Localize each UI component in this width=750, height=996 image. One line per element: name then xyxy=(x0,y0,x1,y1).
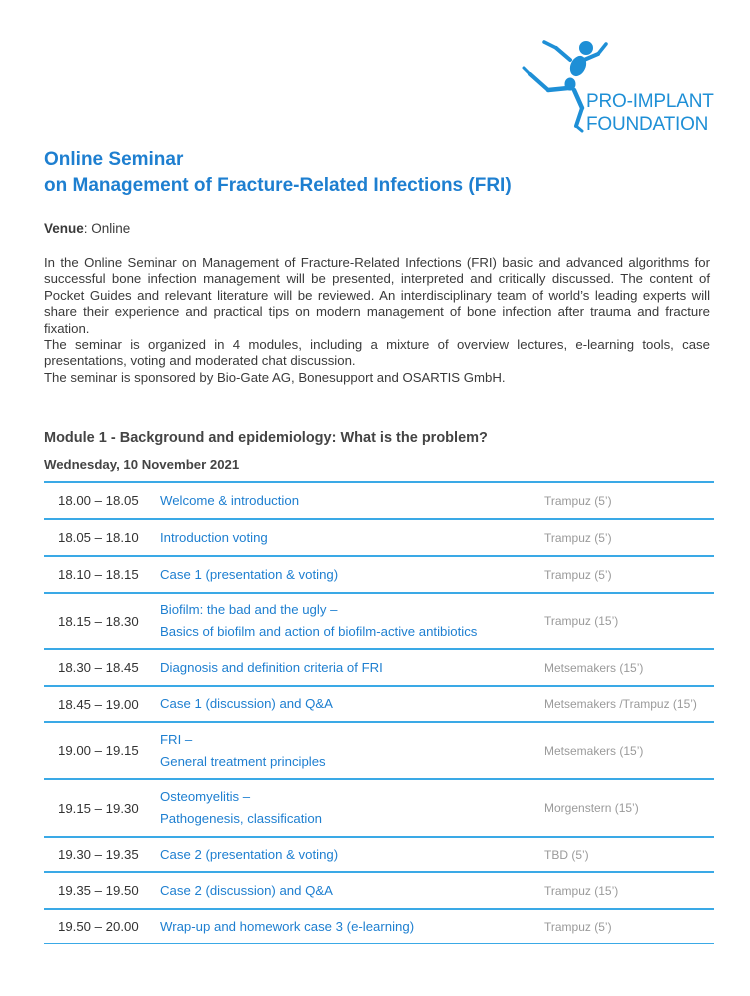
session-topic-line: Introduction voting xyxy=(160,529,268,545)
session-topic xyxy=(160,916,544,938)
session-time: 19.50 – 20.00 xyxy=(58,919,139,934)
schedule-row xyxy=(44,778,714,836)
schedule-row xyxy=(44,721,714,778)
session-topic xyxy=(160,880,544,902)
logo-wordmark xyxy=(586,90,714,136)
session-time: 18.45 – 19.00 xyxy=(58,696,139,712)
session-time: 18.30 – 18.45 xyxy=(58,660,139,675)
session-speaker: Trampuz (5’) xyxy=(544,567,612,582)
schedule-row xyxy=(44,685,714,721)
schedule-row xyxy=(44,648,714,685)
venue-line xyxy=(44,221,130,236)
schedule-row xyxy=(44,592,714,648)
session-topic xyxy=(160,657,544,679)
session-speaker: Metsemakers (15’) xyxy=(544,743,644,758)
session-speaker: Trampuz (15’) xyxy=(544,614,619,628)
intro-paragraph: The seminar is sponsored by Bio-Gate AG, Bonesupport and OSARTIS GmbH. xyxy=(44,369,506,385)
schedule-row xyxy=(44,555,714,592)
logo-line-2: FOUNDATION xyxy=(586,114,709,135)
session-topic xyxy=(160,490,544,512)
title-line-2: on Management of Fracture-Related Infections (FRI) xyxy=(44,175,512,196)
session-topic-line: Case 1 (presentation & voting) xyxy=(160,566,339,582)
session-topic-line: Biofilm: the bad and the ugly – xyxy=(160,602,338,617)
title-line-1: Online Seminar xyxy=(44,149,184,170)
session-topic-line: Diagnosis and definition criteria of FRI xyxy=(160,659,383,675)
session-time: 18.15 – 18.30 xyxy=(58,613,139,629)
session-speaker: Metsemakers /Trampuz (15’) xyxy=(544,697,697,711)
session-topic-line: Wrap-up and homework case 3 (e-learning) xyxy=(160,918,415,934)
schedule-table xyxy=(44,481,714,944)
session-speaker: Trampuz (15’) xyxy=(544,883,619,898)
schedule-row xyxy=(44,871,714,908)
session-time: 18.05 – 18.10 xyxy=(58,530,139,545)
page-title xyxy=(44,147,512,199)
session-topic xyxy=(160,729,544,773)
session-topic xyxy=(160,564,544,586)
session-time: 18.10 – 18.15 xyxy=(58,567,139,582)
intro-paragraph: The seminar is organized in 4 modules, including a mixture of overview lectures, e-learning tools, case presentations, voting and moderated chat discussion. xyxy=(44,337,710,369)
session-topic xyxy=(160,844,544,866)
session-topic xyxy=(160,527,544,549)
session-topic-line: Basics of biofilm and action of biofilm-active antibiotics xyxy=(160,624,478,639)
schedule-row xyxy=(44,836,714,871)
session-topic-line: Case 2 (discussion) and Q&A xyxy=(160,882,333,898)
schedule-row xyxy=(44,518,714,555)
session-topic-line: FRI – xyxy=(160,731,193,747)
module-title: Module 1 - Background and epidemiology: What is the problem? xyxy=(44,430,488,446)
session-time: 19.15 – 19.30 xyxy=(58,800,139,816)
session-speaker: Morgenstern (15’) xyxy=(544,801,639,815)
pro-implant-logo xyxy=(518,34,728,144)
schedule-row xyxy=(44,908,714,944)
session-topic-line: General treatment principles xyxy=(160,753,326,769)
session-time: 19.30 – 19.35 xyxy=(58,847,139,862)
session-time: 19.35 – 19.50 xyxy=(58,883,139,898)
venue-label: Venue xyxy=(44,221,84,236)
session-topic xyxy=(160,599,544,643)
session-topic xyxy=(160,786,544,830)
session-topic-line: Case 1 (discussion) and Q&A xyxy=(160,696,333,711)
session-speaker: TBD (5’) xyxy=(544,847,589,862)
session-topic-line: Case 2 (presentation & voting) xyxy=(160,846,339,862)
session-topic-line: Osteomyelitis – xyxy=(160,789,251,804)
logo-line-1: PRO-IMPLANT xyxy=(586,91,714,112)
session-speaker: Metsemakers (15’) xyxy=(544,660,644,675)
session-speaker: Trampuz (5’) xyxy=(544,493,612,508)
schedule-row xyxy=(44,481,714,518)
intro-text xyxy=(44,255,710,386)
module-date: Wednesday, 10 November 2021 xyxy=(44,457,240,472)
session-topic-line: Welcome & introduction xyxy=(160,492,300,508)
session-time: 19.00 – 19.15 xyxy=(58,743,139,758)
session-time: 18.00 – 18.05 xyxy=(58,493,139,508)
session-speaker: Trampuz (5’) xyxy=(544,530,612,545)
session-speaker: Trampuz (5’) xyxy=(544,919,612,934)
session-topic xyxy=(160,693,544,715)
intro-paragraph: In the Online Seminar on Management of Fracture-Related Infections (FRI) basic and advanced algorithms for successful bone infection management will be presented, interpreted and critically discussed. The content of Pocket Guides and relevant literature will be reviewed. An interdisciplinary team of world’s leading experts will share their experience and practical tips on modern management of bone infection after trauma and fracture fixation. xyxy=(44,255,710,336)
session-topic-line: Pathogenesis, classification xyxy=(160,811,323,826)
venue-value: : Online xyxy=(83,221,131,236)
